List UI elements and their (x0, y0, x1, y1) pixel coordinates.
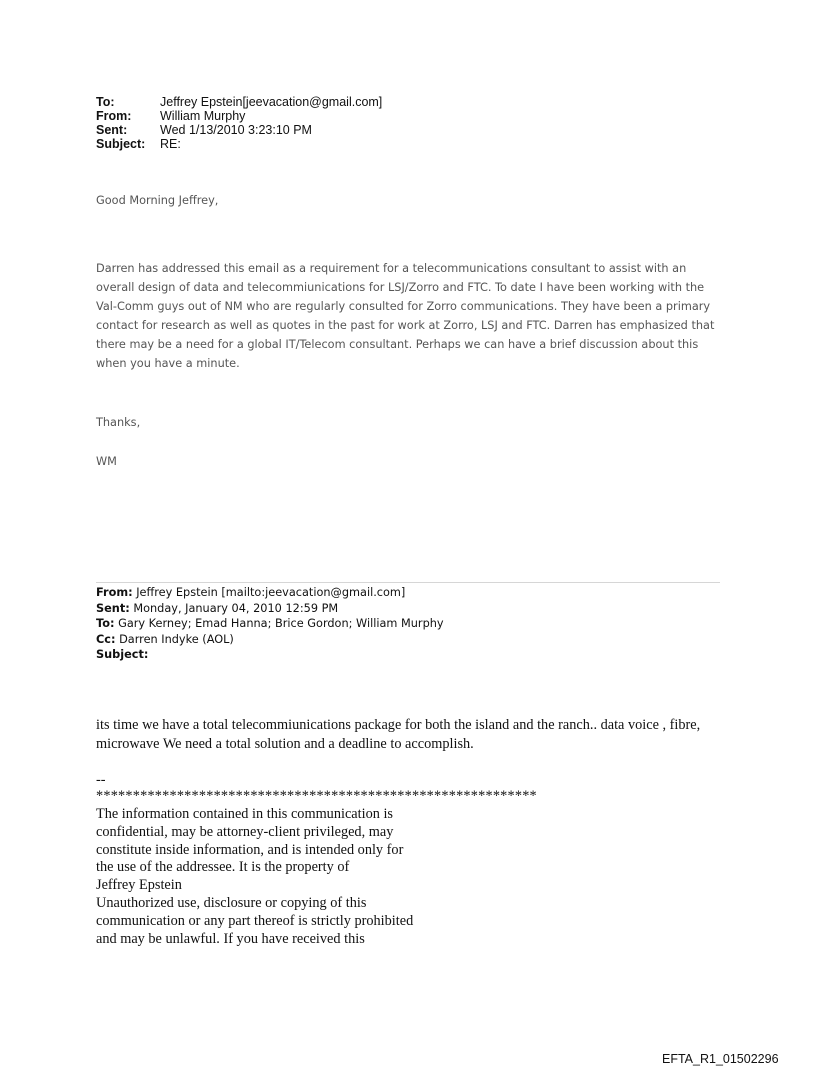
email-header (96, 95, 382, 151)
fwd-subject-label: Subject: (96, 648, 149, 662)
disclaimer-line: communication or any part thereof is strictly prohibited (96, 912, 414, 929)
disclaimer-line: Jeffrey Epstein (96, 877, 182, 894)
subject-label: Subject: (96, 137, 146, 151)
fwd-from-label: From: (96, 586, 133, 599)
fwd-sent-value: Monday, January 04, 2010 12:59 PM (129, 601, 339, 615)
greeting: Good Morning Jeffrey, (96, 194, 219, 207)
fwd-to-label: To: (96, 617, 115, 631)
fwd-from-value: Jeffrey Epstein [mailto:jeevacation@gmail.com] (132, 586, 406, 599)
closing: Thanks, (96, 416, 141, 429)
fwd-from-row (96, 585, 444, 601)
fwd-sent-label: Sent: (96, 601, 130, 615)
sent-row (96, 123, 382, 137)
disclaimer-line: constitute inside information, and is intended only for (96, 841, 404, 858)
signature: WM (96, 455, 117, 468)
fwd-cc-label: Cc: (96, 632, 116, 646)
disclaimer-line: the use of the addressee. It is the property of (96, 859, 350, 876)
fwd-subject-row (96, 647, 444, 663)
to-value: Jeffrey Epstein[jeevacation@gmail.com] (160, 95, 383, 109)
fwd-cc-row (96, 632, 444, 648)
fwd-cc-value: Darren Indyke (AOL) (115, 632, 234, 646)
fwd-sent-row (96, 601, 444, 617)
subject-row (96, 137, 382, 151)
sent-value: Wed 1/13/2010 3:23:10 PM (160, 123, 312, 137)
document-id: EFTA_R1_01502296 (662, 1052, 779, 1066)
sent-label: Sent: (96, 123, 128, 137)
asterisk-rule: ************************************************************ (96, 788, 537, 804)
signature-separator: -- (96, 772, 106, 788)
subject-value: RE: (160, 137, 181, 151)
reply-paragraph: Darren has addressed this email as a requirement for a telecommunications consultant to assist with an overall design of data and telecommiunications for LSJ/Zorro and FTC. To date I have been working with the Val-Comm guys out of NM who are regularly consulted for Zorro communications. They have been a primary contact for research as well as quotes in the past for work at Zorro, LSJ and FTC. Darren has emphasized that there may be a need for a global IT/Telecom consultant. Perhaps we can have a brief discussion about this when you have a minute. (96, 262, 715, 370)
disclaimer-line: and may be unlawful. If you have received this (96, 930, 365, 947)
forwarded-message: its time we have a total telecommiunications package for both the island and the ranch.. data voice , fibre, microwave We need a total solution and a deadline to accomplish. (96, 717, 701, 752)
disclaimer-line: Unauthorized use, disclosure or copying of this (96, 894, 367, 911)
to-label: To: (96, 95, 115, 109)
fwd-to-row (96, 616, 444, 632)
disclaimer-line: confidential, may be attorney-client privileged, may (96, 823, 394, 840)
from-label: From: (96, 109, 132, 123)
from-value: William Murphy (160, 109, 246, 123)
disclaimer (96, 806, 476, 948)
from-row (96, 109, 382, 123)
disclaimer-line: The information contained in this communication is (96, 806, 393, 822)
divider (96, 582, 720, 583)
forwarded-header (96, 585, 444, 663)
to-row (96, 95, 382, 109)
fwd-to-value: Gary Kerney; Emad Hanna; Brice Gordon; William Murphy (114, 617, 444, 631)
